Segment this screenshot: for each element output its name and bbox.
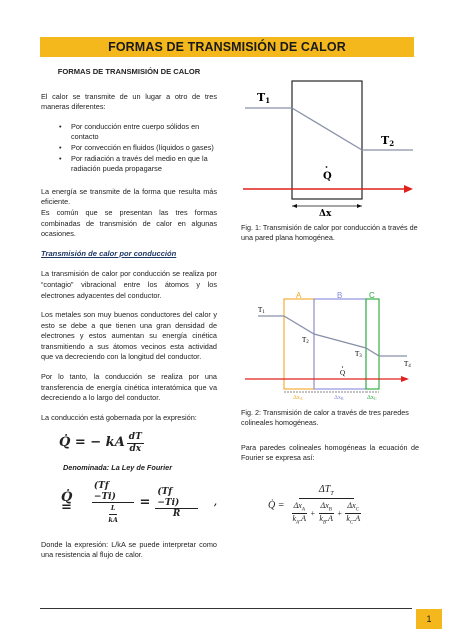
- left-column: [41, 66, 217, 570]
- dimension-arrow-icon: [292, 204, 297, 208]
- label-q-dot: Q: [323, 171, 332, 182]
- label-t2: T2: [302, 336, 309, 345]
- figure-2-three-walls: [241, 290, 417, 402]
- wall-a: [284, 299, 314, 389]
- transmission-modes-list: [41, 122, 217, 175]
- formula-fraction: [127, 432, 144, 454]
- fraction-numerator: dT: [128, 432, 142, 443]
- label-dx-b: ΔxB: [334, 395, 344, 401]
- label-t2: T2: [381, 134, 395, 148]
- figure-1-caption: Fig. 1: Transmisión de calor por conducción a través de una pared plana homogénea.: [241, 223, 418, 243]
- temperature-profile: [258, 316, 407, 356]
- label-t1: T1: [257, 91, 271, 105]
- paragraph-conduction: La transmisión de calor por conducción se realiza por “contagio” vibracional entre los átomos y los electrones adyacentes del conductor.: [41, 269, 217, 300]
- list-item: • Por conducción entre cuerpo sólidos en contacto: [59, 121, 200, 142]
- label-wall-b: B: [337, 291, 343, 300]
- arrow-head-icon: [404, 185, 413, 193]
- formula-comma: ,: [213, 498, 217, 509]
- fraction-denominator: R: [172, 509, 181, 520]
- formula-fraction-2: [155, 487, 198, 520]
- label-dx-c: ΔxC: [367, 395, 377, 401]
- collinear-walls-formula: [268, 480, 418, 530]
- figure-1-wall-conduction: [241, 78, 417, 218]
- label-t4: T4: [404, 360, 411, 369]
- label-t3: T3: [355, 350, 362, 359]
- paragraph-metals: Los metales son muy buenos conductores del calor y esto se debe a que tienen una gran densidad de electrones y estos aumentan su energía cinética transmitiendo a sus átomos vecinos esta actividad que va decreciendo con la longitud del conductor.: [41, 310, 217, 362]
- label-wall-c: C: [369, 291, 375, 300]
- page-number: 1: [416, 609, 442, 629]
- resistance-formula: [61, 481, 217, 525]
- footer-divider: [40, 608, 412, 609]
- wall-c: [366, 299, 379, 389]
- paragraph-efficiency: La energía se transmite de la forma que resulta más eficiente.: [41, 186, 217, 207]
- bullet-icon: •: [59, 121, 62, 131]
- term-a: $\frac{\Delta x_A}{k_A.A}$: [292, 501, 306, 526]
- label-wall-a: A: [296, 291, 302, 300]
- fraction-denominator: $\frac{\Delta x_A}{k_A.A}$ + $\frac{\Delta x_B}{k_B.A}$ + $\frac{\Delta x_C}{k_C.A}$: [292, 501, 361, 526]
- formula-lhs: Q̇ =: [268, 499, 285, 511]
- bullet-icon: •: [59, 142, 62, 152]
- label-dx-a: ΔxA: [293, 395, 303, 401]
- bullet-icon: •: [59, 153, 62, 163]
- fourier-formula: [59, 432, 217, 454]
- fraction-numerator: (Tf −Ti): [155, 487, 198, 509]
- temperature-slope: [292, 108, 362, 150]
- arrow-head-icon: [401, 376, 409, 382]
- subsection-title: Transmisión de calor por conducción: [41, 248, 177, 258]
- fraction-numerator: (Tf −Ti): [92, 481, 135, 503]
- list-item: • Por convección en fluidos (líquidos o gases): [59, 142, 214, 152]
- list-item: • Por radiación a través del medio en que la radiación pueda propagarse: [59, 153, 208, 174]
- paragraph-resistance: Donde la expresión: L/kA se puede interpretar como una resistencia al flujo de calor.: [41, 539, 217, 560]
- fraction-denominator: $\frac{L}{kA}$: [108, 504, 118, 524]
- paragraph-combined: Es común que se presentan las tres formas combinadas de transmisión de calor en algunas ocasiones.: [41, 207, 217, 239]
- figure-2-caption: Fig. 2: Transmisión de calor a través de tres paredes colineales homogéneas.: [241, 408, 409, 428]
- law-name: Denominada: La Ley de Fourier: [63, 462, 173, 472]
- label-t1: T1: [258, 306, 265, 315]
- fraction-numerator: $\Delta T_T$: [299, 484, 354, 499]
- equals-sign: =: [139, 495, 151, 511]
- formula-fraction-1: [92, 481, 135, 525]
- label-delta-x: Δx: [319, 209, 332, 218]
- paragraph-therefore: Por lo tanto, la conducción se realiza por una transferencia de energía cinética interatómica que va decreciendo a lo largo del conductor.: [41, 372, 217, 403]
- fraction-denominator: dx: [129, 444, 142, 455]
- paragraph-governed: La conducción está gobernada por la expresión:: [41, 412, 197, 422]
- label-q-dot: Q: [340, 369, 346, 377]
- page-banner-title: FORMAS DE TRANSMISIÓN DE CALOR: [40, 37, 414, 57]
- term-b: $\frac{\Delta x_B}{k_B.A}$: [319, 501, 333, 526]
- intro-paragraph: El calor se transmite de un lugar a otro de tres maneras diferentes:: [41, 91, 217, 112]
- formula-lhs: Q̇ =: [61, 489, 73, 516]
- term-c: $\frac{\Delta x_C}{k_C.A}$: [346, 501, 361, 526]
- dimension-arrow-icon: [357, 204, 362, 208]
- formula-main-fraction: [288, 484, 364, 525]
- formula-lhs: Q̇ = − kA: [59, 435, 125, 451]
- section-title: FORMAS DE TRANSMISIÓN DE CALOR: [57, 67, 201, 76]
- paragraph-collinear-walls: Para paredes colineales homogéneas la ecuación de Fourier se expresa así:: [241, 443, 419, 463]
